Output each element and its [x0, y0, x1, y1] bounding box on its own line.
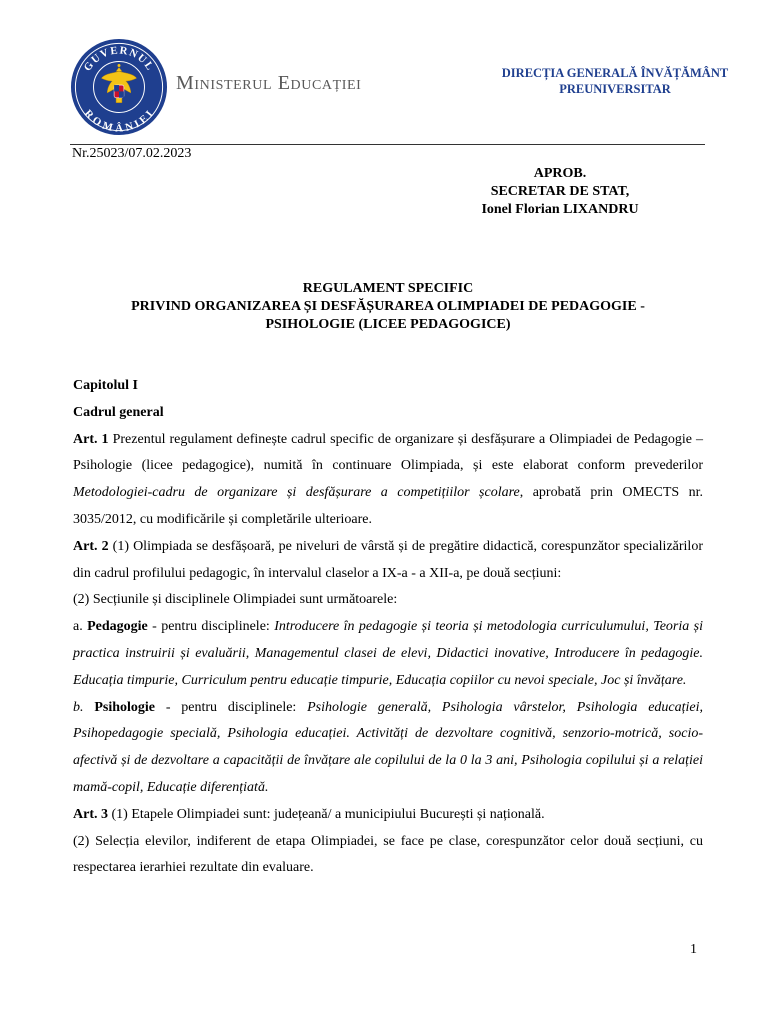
- article-2-label: Art. 2: [73, 538, 109, 554]
- chapter-heading: Capitolul I: [73, 378, 138, 393]
- section-a-mid: - pentru disciplinele:: [147, 619, 275, 635]
- title-line-3: PSIHOLOGIE (LICEE PEDAGOGICE): [265, 317, 511, 332]
- approval-block: [440, 165, 680, 219]
- section-a-label: Pedagogie: [87, 619, 148, 635]
- article-1-label: Art. 1: [73, 431, 109, 447]
- ministry-name: Ministerul Educației: [176, 72, 362, 94]
- section-b-mid: - pentru disciplinele:: [155, 699, 308, 715]
- page-number: 1: [690, 942, 697, 957]
- title-line-1: REGULAMENT SPECIFIC: [302, 281, 474, 296]
- directorate-line-2: PREUNIVERSITAR: [559, 82, 671, 96]
- article-3: [73, 802, 703, 829]
- article-3-text-1: (1) Etapele Olimpiadei sunt: județeană/ a municipiului București și națională.: [108, 806, 545, 822]
- header-divider: [70, 144, 705, 145]
- article-2-paragraph-2: (2) Secțiunile și disciplinele Olimpiadei sunt următoarele:: [73, 592, 398, 608]
- directorate-line-1: DIRECȚIA GENERALĂ ÎNVĂȚĂMÂNT: [501, 66, 729, 80]
- article-1: [73, 427, 703, 534]
- document-body: [73, 373, 703, 882]
- title-line-2: PRIVIND ORGANIZAREA ȘI DESFĂȘURAREA OLIMPIADEI DE PEDAGOGIE -: [131, 299, 645, 314]
- document-title: [70, 280, 706, 334]
- section-b-prefix: b.: [73, 699, 95, 715]
- seal-text-bottom: ROMÂNIEI: [81, 107, 157, 135]
- article-2-text-1: (1) Olimpiada se desfășoară, pe niveluri de vârstă și de pregătire didactică, corespunzător specializărilor din cadrul profilului pedagogic, în intervalul claselor a IX-a - a XII-a, pe două secțiuni:: [73, 538, 703, 581]
- government-seal-logo: [70, 38, 168, 136]
- section-b-label: Psihologie: [94, 699, 155, 715]
- approval-line-1: APROB.: [533, 166, 587, 181]
- article-2-section-a: [73, 614, 703, 694]
- article-1-text-1: Prezentul regulament definește cadrul specific de organizare și desfășurare a Olimpiadei de Pedagogie – Psihologie (licee pedagogice), numită în continuare Olimpiada, și este elaborat conform prevederilor: [73, 431, 703, 474]
- approval-line-2: SECRETAR DE STAT,: [490, 184, 630, 199]
- article-1-text-2: , aprobată prin OMECTS nr. 3035/2012, cu modificările și completările ulterioare.: [73, 485, 704, 527]
- article-3-label: Art. 3: [73, 806, 108, 822]
- section-b-disciplines: Psihologie generală, Psihologia vârstelor, Psihologia educației, Psihopedagogie specială, Psihologia educației. Activități de dezvoltare cognitivă, senzorio-motrică, socio-afectivă și de dezvoltare a capacității de învățare ale copilului de la 0 la 3 ani, Psihologia copilului și a relației mamă-copil, Educație diferențiată.: [73, 699, 704, 795]
- seal-text-top: GUVERNUL: [81, 44, 157, 74]
- section-a-prefix: a.: [73, 619, 88, 635]
- document-number: Nr.25023/07.02.2023: [72, 146, 192, 161]
- approval-line-3: Ionel Florian LIXANDRU: [481, 202, 639, 217]
- article-2: [73, 534, 703, 588]
- article-3-paragraph-2: (2) Selecția elevilor, indiferent de etapa Olimpiadei, se face pe clase, corespunzător celor două secțiuni, cu respectarea ierarhiei rezultate din evaluare.: [73, 833, 703, 876]
- directorate-name: [490, 65, 740, 97]
- article-1-italic: Metodologiei-cadru de organizare și desfășurare a competițiilor școlare: [73, 485, 520, 501]
- article-2-section-b: [73, 695, 703, 802]
- section-a-disciplines: Introducere în pedagogie și teoria și metodologia curriculumului, Teoria și practica instruirii și evaluării, Managementul clasei de elevi, Didactici inovative, Introducere în pedagogie. Educația timpurie, Curriculum pentru educație timpurie, Educația copiilor cu nevoi speciale, Joc și învățare.: [73, 619, 703, 688]
- chapter-title: Cadrul general: [73, 404, 164, 420]
